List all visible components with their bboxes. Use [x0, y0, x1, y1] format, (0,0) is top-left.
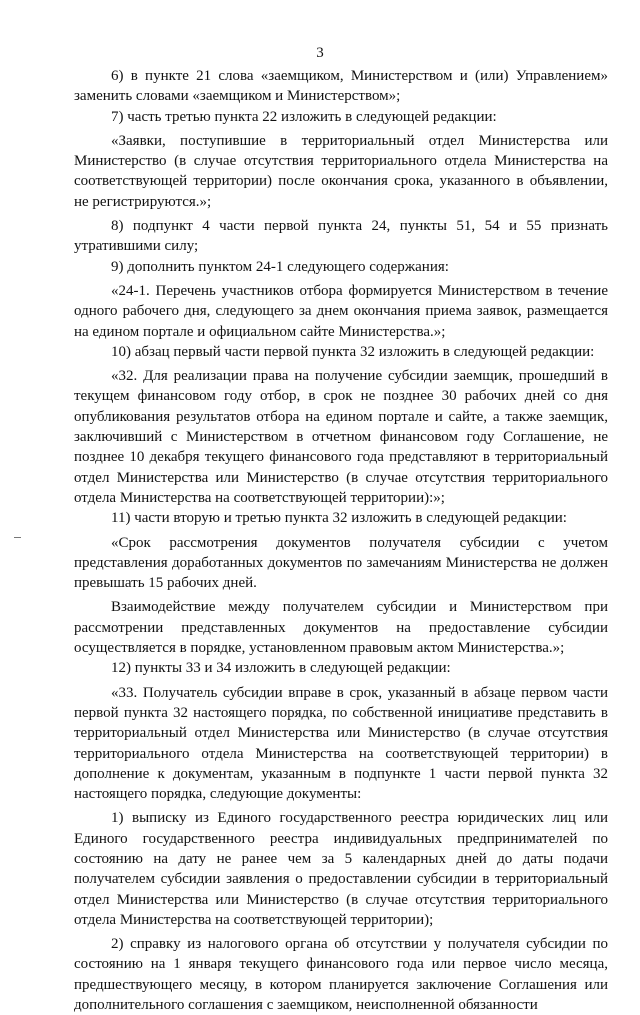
- paragraph-quote-32: «32. Для реализации права на получение субсидии заемщик, прошедший в текущем финансовом году отбор, в срок не позднее 30 рабочих дней со дня опубликования результатов отбора на едином портале и сайте, а также заемщик, заключивший с Министерством в отчетном финансовом году Соглашение, не позднее 10 декабря текущего финансового года представляют в территориальный отдел Министерства или Министерство (в случае отсутствия территориального отдела Министерства на соответствующей территории):»;: [74, 368, 608, 506]
- paragraph-item-12: 12) пункты 33 и 34 изложить в следующей редакции:: [111, 660, 451, 677]
- paragraph-quote-24-1: «24-1. Перечень участников отбора формируется Министерством в течение одного рабочего дня, следующего за днем окончания приема заявок, размещается на едином портале и официальном сайте Министерства.»;: [74, 282, 608, 340]
- document-body: [74, 66, 608, 1015]
- paragraph-item-10: 10) абзац первый части первой пункта 32 изложить в следующей редакции:: [111, 343, 595, 360]
- paragraph-quote-32-interaction: Взаимодействие между получателем субсидии и Министерством при рассмотрении представленных документов на предоставление субсидии осуществляется в порядке, установленном правовым актом Министерства.»;: [74, 599, 608, 657]
- paragraph-item-9: 9) дополнить пунктом 24-1 следующего содержания:: [111, 258, 449, 275]
- margin-mark: [14, 537, 21, 538]
- paragraph-quote-32-term: «Срок рассмотрения документов получателя субсидии с учетом представления доработанных документов по замечаниям Министерства не должен превышать 15 рабочих дней.: [74, 534, 608, 592]
- paragraph-subitem-2: 2) справку из налогового органа об отсутствии у получателя субсидии по состоянию на 1 января текущего финансового года или первое число месяца, предшествующего месяцу, в котором планируется заключение Соглашения или дополнительного соглашения с заемщиком, неисполненной обязанности: [74, 936, 608, 1014]
- paragraph-quote-22: «Заявки, поступившие в территориальный отдел Министерства или Министерство (в случае отсутствия территориального отдела Министерства на соответствующей территории) после окончания срока, указанного в объявлении, не регистрируются.»;: [74, 132, 608, 210]
- paragraph-quote-33: «33. Получатель субсидии вправе в срок, указанный в абзаце первом части первой пункта 32 настоящего порядка, по собственной инициативе представить в территориальный отдел Министерства или Министерство (в случае отсутствия территориального отдела Министерства на соответствующей территории) в дополнение к документам, указанным в подпункте 1 части первой пункта 32 настоящего порядка, следующие документы:: [74, 684, 608, 803]
- paragraph-item-7: 7) часть третью пункта 22 изложить в следующей редакции:: [111, 108, 497, 125]
- page-number: 3: [316, 45, 324, 61]
- paragraph-subitem-1: 1) выписку из Единого государственного реестра юридических лиц или Единого государственного реестра индивидуальных предпринимателей по состоянию на дату не ранее чем за 5 календарных дней до даты подачи получателем субсидии заявления о предоставлении субсидии в территориальный отдел Министерства или Министерство (в случае отсутствия территориального отдела Министерства на соответствующей территории);: [74, 810, 608, 928]
- paragraph-item-11: 11) части вторую и третью пункта 32 изложить в следующей редакции:: [111, 510, 567, 527]
- paragraph-item-8: 8) подпункт 4 части первой пункта 24, пункты 51, 54 и 55 признать утратившими силу;: [74, 218, 608, 255]
- paragraph-item-6: 6) в пункте 21 слова «заемщиком, Министерством и (или) Управлением» заменить словами «заемщиком и Министерством»;: [74, 68, 608, 105]
